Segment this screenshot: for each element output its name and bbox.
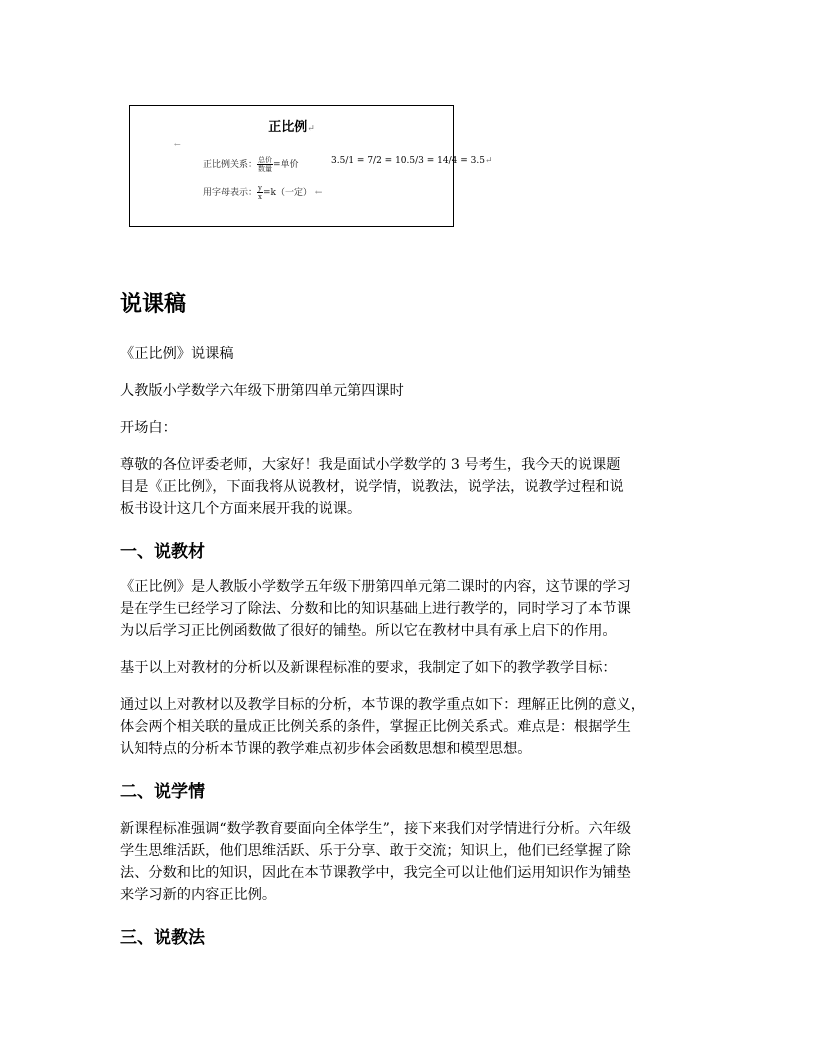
board-ratio-values: 3.5/1 = 7/2 = 10.5/3 = 14/4 = 3.5↵	[331, 156, 493, 166]
opening-label: 开场白：	[120, 420, 177, 436]
return-mark-icon: ↵	[307, 124, 315, 134]
opening-paragraph: 尊敬的各位评委老师，大家好！我是面试小学数学的 3 号考生，我今天的说课题 目是《正比例》，下面我将从说教材，说学情，说教法，说学法，说教学过程和说 板书设计这几个方面来展开我的说课。	[120, 457, 624, 517]
fraction: $\frac{\text{总价}}{\text{数量}}$	[258, 156, 273, 173]
section-heading-2: 二、说学情	[120, 782, 205, 802]
section-heading-1: 一、说教材	[120, 542, 205, 562]
board-title: 正比例↵	[268, 120, 315, 135]
section1-paragraph-3: 通过以上对教材以及教学目标的分析，本节课的教学重点如下：理解正比例的意义， 体会两个相关联的量成正比例关系的条件，掌握正比例关系式。难点是：根据学生 认知特点的分析本节课的教学难点初步体会函数思想和模型思想。	[120, 697, 645, 757]
section2-paragraph-1: 新课程标准强调“数学教育要面向全体学生”，接下来我们对学情进行分析。六年级 学生思维活跃，他们思维活跃、乐于分享、敢于交流；知识上，他们已经掌握了除 法、分数和比的知识，因此在本节课教学中，我完全可以让他们运用知识作为铺垫 来学习新的内容正比例。	[120, 821, 632, 903]
section1-paragraph-1: 《正比例》是人教版小学数学五年级下册第四单元第二课时的内容，这节课的学习 是在学生已经学习了除法、分数和比的知识基础上进行教学的，同时学习了本节课 为以后学习正比例函数做了很好的铺垫。所以它在教材中具有承上启下的作用。	[120, 579, 631, 639]
title-line: 《正比例》说课稿	[120, 346, 234, 362]
subtitle-line: 人教版小学数学六年级下册第四单元第四课时	[120, 383, 404, 399]
board-line-ratio: 正比例关系： $\frac{\text{总价}}{\text{数量}}$ =单价	[203, 156, 299, 173]
section1-paragraph-2: 基于以上对教材的分析以及新课程标准的要求，我制定了如下的教学教学目标：	[120, 660, 617, 676]
doc-heading: 说课稿	[120, 292, 187, 317]
board-line-letters: 用字母表示： $\frac{y}{x}$ =k（一定） ←	[203, 184, 323, 201]
arrow-mark-icon: ←	[174, 140, 181, 149]
section-heading-3: 三、说教法	[120, 928, 205, 948]
board-design-figure	[129, 105, 493, 227]
fraction: $\frac{y}{x}$	[258, 184, 262, 201]
